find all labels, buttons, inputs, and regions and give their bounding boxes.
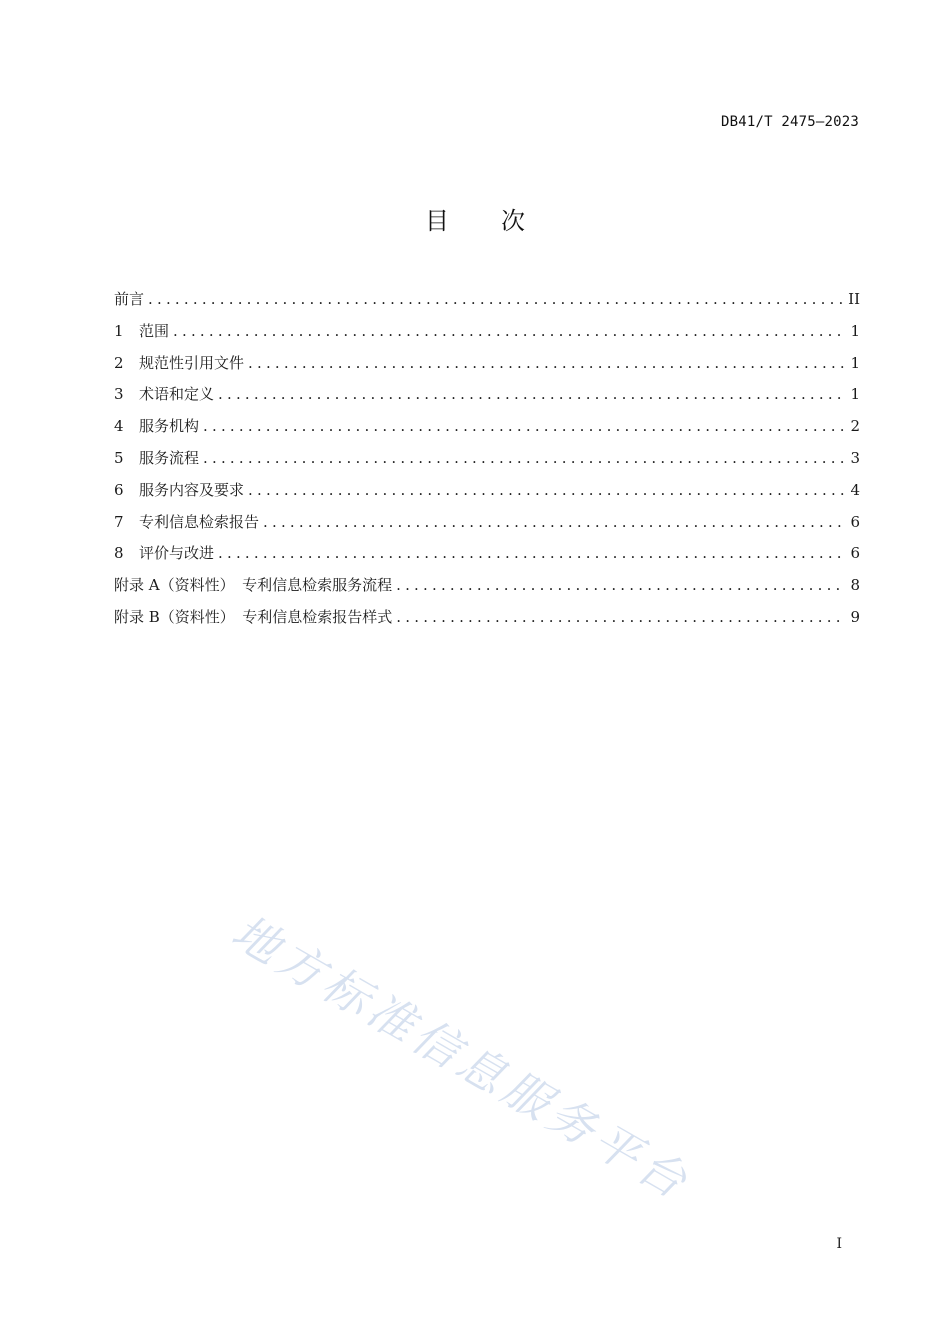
toc-leader-dots xyxy=(203,446,844,470)
toc-entry-page: 1 xyxy=(850,353,860,372)
toc-entry-label: 附录 A（资料性） 专利信息检索服务流程 xyxy=(114,576,393,595)
toc-entry-number: 4 xyxy=(114,417,124,436)
document-code: DB41/T 2475—2023 xyxy=(720,114,859,130)
toc-entry-label: 专利信息检索报告 xyxy=(139,512,260,531)
toc-entry-page: 3 xyxy=(850,448,860,467)
toc-entry-number: 7 xyxy=(114,512,124,531)
toc-list xyxy=(114,287,860,637)
toc-entry-label: 服务流程 xyxy=(139,448,200,467)
toc-entry-page: 6 xyxy=(850,544,860,563)
toc-leader-dots xyxy=(396,605,844,629)
toc-leader-dots xyxy=(248,351,844,375)
toc-entry-label: 服务内容及要求 xyxy=(139,480,245,499)
toc-entry-label: 范围 xyxy=(139,321,170,340)
toc-entry-appendix-b[interactable] xyxy=(114,605,860,637)
toc-entry-terms-definitions[interactable] xyxy=(114,382,860,414)
toc-entry-evaluation[interactable] xyxy=(114,541,860,573)
toc-leader-dots xyxy=(173,319,844,343)
toc-entry-page: 6 xyxy=(850,512,860,531)
toc-entry-label: 服务机构 xyxy=(139,417,200,436)
toc-entry-service-organization[interactable] xyxy=(114,414,860,446)
toc-entry-foreword[interactable] xyxy=(114,287,860,319)
toc-leader-dots xyxy=(148,287,842,311)
toc-leader-dots xyxy=(218,382,844,406)
toc-entry-normative-references[interactable] xyxy=(114,351,860,383)
toc-title xyxy=(0,201,950,236)
toc-entry-search-report[interactable] xyxy=(114,510,860,542)
toc-entry-label: 术语和定义 xyxy=(139,385,215,404)
toc-entry-appendix-a[interactable] xyxy=(114,573,860,605)
toc-entry-page: 2 xyxy=(850,417,860,436)
toc-entry-label: 评价与改进 xyxy=(139,544,215,563)
toc-entry-page: 1 xyxy=(850,321,860,340)
toc-entry-number: 1 xyxy=(114,321,124,340)
toc-entry-page: 9 xyxy=(850,607,860,626)
toc-entry-number: 6 xyxy=(114,480,124,499)
toc-entry-number: 8 xyxy=(114,544,124,563)
toc-entry-page: II xyxy=(848,290,860,308)
toc-leader-dots xyxy=(263,510,844,534)
toc-entry-number: 5 xyxy=(114,448,124,467)
toc-title-right: 次 xyxy=(501,207,525,235)
toc-entry-label: 前言 xyxy=(114,290,145,308)
toc-entry-number: 3 xyxy=(114,385,124,404)
toc-leader-dots xyxy=(218,541,844,565)
toc-leader-dots xyxy=(248,478,844,502)
toc-entry-page: 8 xyxy=(850,576,860,595)
toc-entry-service-process[interactable] xyxy=(114,446,860,478)
watermark: 地方标准信息服务平台 xyxy=(223,904,701,1211)
toc-entry-number: 2 xyxy=(114,353,124,372)
toc-leader-dots xyxy=(396,573,844,597)
toc-entry-page: 1 xyxy=(850,385,860,404)
toc-entry-label: 规范性引用文件 xyxy=(139,353,245,372)
toc-entry-page: 4 xyxy=(850,480,860,499)
toc-leader-dots xyxy=(203,414,844,438)
toc-entry-service-content[interactable] xyxy=(114,478,860,510)
toc-title-left: 目 xyxy=(425,207,449,235)
page-number: I xyxy=(836,1236,842,1252)
toc-entry-label: 附录 B（资料性） 专利信息检索报告样式 xyxy=(114,607,393,626)
toc-entry-scope[interactable] xyxy=(114,319,860,351)
